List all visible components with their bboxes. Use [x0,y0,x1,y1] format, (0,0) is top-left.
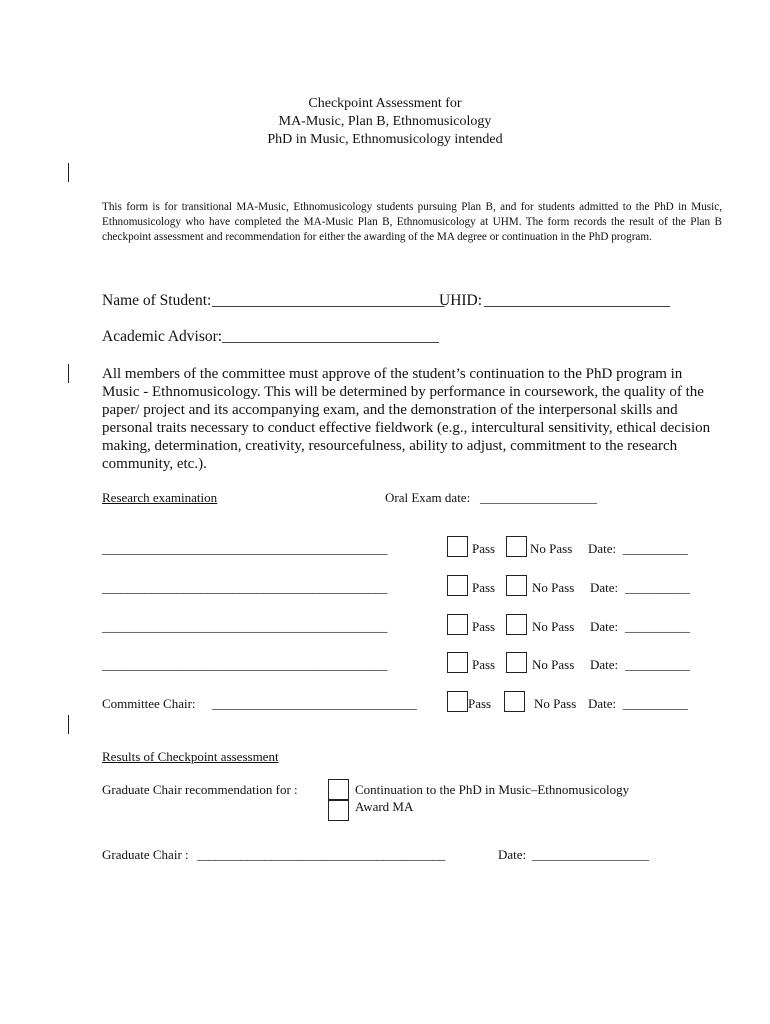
form-title-line3: PhD in Music, Ethnomusicology intended [267,132,503,147]
no-pass-checkbox[interactable] [506,614,527,635]
uhid-field[interactable]: ________________________ [484,292,670,309]
signature-date-label: Date: [498,847,527,862]
signature-date-field[interactable]: __________________ [532,847,649,862]
date-label: Date: [588,541,617,556]
pass-label: Pass [468,696,492,711]
pass-label: Pass [472,657,496,672]
form-title-line1: Checkpoint Assessment for [308,96,462,111]
advisor-label: Academic Advisor: [102,328,223,345]
form-title-line2: MA-Music, Plan B, Ethnomusicology [278,114,492,129]
graduate-chair-signature-field[interactable]: ________________________________________ [197,847,446,862]
date-label: Date: [590,580,619,595]
continuation-option-label: Continuation to the PhD in Music–Ethnomusicology [355,782,630,797]
pass-checkbox[interactable] [447,614,468,635]
graduate-chair-label: Graduate Chair : [102,847,189,862]
student-name-label: Name of Student: [102,292,212,309]
date-field[interactable]: __________ [623,541,688,556]
revision-bar [68,364,69,383]
recommendation-label: Graduate Chair recommendation for : [102,782,298,797]
results-heading: Results of Checkpoint assessment [102,749,279,764]
no-pass-label: No Pass [532,580,575,595]
revision-bar [68,163,69,182]
no-pass-label: No Pass [534,696,577,711]
member-name-field[interactable]: ______________________________________________ [102,619,388,634]
date-label: Date: [588,696,617,711]
award-ma-checkbox[interactable] [328,800,349,821]
no-pass-label: No Pass [530,541,573,556]
pass-checkbox[interactable] [447,536,468,557]
date-field[interactable]: __________ [625,580,690,595]
no-pass-label: No Pass [532,619,575,634]
member-name-field[interactable]: ______________________________________________ [102,580,388,595]
award-ma-option-label: Award MA [355,799,414,814]
oral-exam-date-field[interactable]: __________________ [480,490,597,505]
uhid-label: UHID: [439,292,483,309]
student-name-field[interactable]: ______________________________ [212,292,445,309]
committee-chair-name-field[interactable]: _________________________________ [212,696,417,711]
pass-label: Pass [472,541,496,556]
revision-bar [68,715,69,734]
date-field[interactable]: __________ [623,696,688,711]
no-pass-label: No Pass [532,657,575,672]
pass-label: Pass [472,580,496,595]
committee-paragraph: All members of the committee must approve of the student’s continuation to the PhD program in Music - Ethnomusicology. This will be determined by performance in coursework, the quality of the paper/ project and its accompanying exam, and the demonstration of the interpersonal skills and personal traits necessary to conduct effective fieldwork (e.g., intercultural sensitivity, ethical decision making, determination, creativity, resourcefulness, ability to adjust, commitment to the research community, etc.). [102,366,711,472]
committee-chair-label: Committee Chair: [102,696,196,711]
pass-label: Pass [472,619,496,634]
date-field[interactable]: __________ [625,657,690,672]
advisor-field[interactable]: ____________________________ [222,328,439,345]
no-pass-checkbox[interactable] [506,575,527,596]
continuation-checkbox[interactable] [328,779,349,800]
no-pass-checkbox[interactable] [506,652,527,673]
member-name-field[interactable]: ______________________________________________ [102,541,388,556]
pass-checkbox[interactable] [447,575,468,596]
pass-checkbox[interactable] [447,652,468,673]
member-name-field[interactable]: ______________________________________________ [102,657,388,672]
no-pass-checkbox[interactable] [506,536,527,557]
date-label: Date: [590,657,619,672]
research-exam-heading: Research examination [102,490,218,505]
chair-no-pass-checkbox[interactable] [504,691,525,712]
date-label: Date: [590,619,619,634]
chair-pass-checkbox[interactable] [447,691,468,712]
oral-exam-label: Oral Exam date: [385,490,471,505]
date-field[interactable]: __________ [625,619,690,634]
intro-text: This form is for transitional MA-Music, Ethnomusicology students pursuing Plan B, and for students admitted to the PhD in Music, Ethnomusicology who have completed the MA-Music Plan B, Ethnomusicology at UHM. The form records the result of the Plan B checkpoint assessment and recommendation for either the awarding of the MA degree or continuation in the PhD program. [102,201,722,243]
